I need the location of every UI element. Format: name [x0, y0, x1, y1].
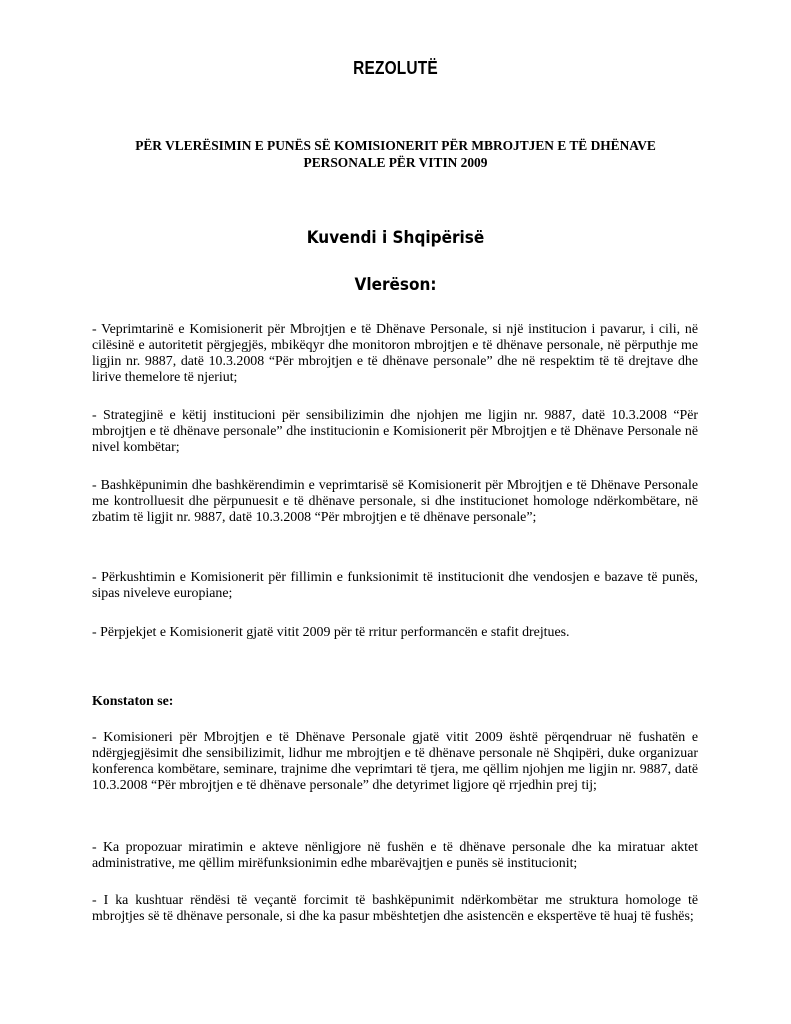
evaluates-paragraph: - Përpjekjet e Komisionerit gjatë vitit 2009 për të rritur performancën e stafit drejtues. [92, 625, 570, 640]
evaluates-heading: Vlerëson: [354, 275, 437, 295]
evaluates-paragraph: - Bashkëpunimin dhe bashkërendimin e veprimtarisë së Komisionerit për Mbrojtjen e të Dhënave Personale me kontrolluesit dhe përpunuesit e të dhënave personale, si dhe institucionet homologe ndërkombëtare, në zbatim të ligjit nr. 9887, datë 10.3.2008 “Për mbrojtjen e të dhënave personale”; [92, 478, 698, 525]
notes-paragraph: - Komisioneri për Mbrojtjen e të Dhënave Personale gjatë vitit 2009 është përqendruar në fushatën e ndërgjegjësimit dhe sensibilizimit, lidhur me mbrojtjen e të dhënave personale në Shqipëri, duke organizuar konferenca kombëtare, seminare, trajnime dhe veprimtari të tjera, me qëllim njohjen me ligjin nr. 9887, datë 10.3.2008 “Për mbrojtjen e të dhënave personale” dhe detyrimet ligjore që rrjedhin prej tij; [92, 730, 698, 793]
notes-paragraph: - I ka kushtuar rëndësi të veçantë forcimit të bashkëpunimit ndërkombëtar me struktura homologe të mbrojtjes së të dhënave personale, si dhe ka pasur mbështetjen dhe asistencën e ekspertëve të huaj të fushës; [92, 893, 698, 924]
evaluates-paragraph: - Strategjinë e këtij institucioni për sensibilizimin dhe njohjen me ligjin nr. 9887, datë 10.3.2008 “Për mbrojtjen e të dhënave personale” dhe institucionin e Komisionerit për Mbrojtjen e të Dhënave Personale në nivel kombëtar; [92, 408, 698, 455]
assembly-heading: Kuvendi i Shqipërisë [306, 228, 485, 248]
document-title: REZOLUTË [353, 58, 438, 78]
document-subtitle: PËR VLERËSIMIN E PUNËS SË KOMISIONERIT PËR MBROJTJEN E TË DHËNAVE PERSONALE PËR VITIN 2009 [135, 138, 656, 170]
evaluates-paragraph: - Përkushtimin e Komisionerit për fillimin e funksionimit të institucionit dhe vendosjen e bazave të punës, sipas niveleve europiane; [92, 570, 698, 601]
notes-paragraph: - Ka propozuar miratimin e akteve nënligjore në fushën e të dhënave personale dhe ka miratuar aktet administrative, me qëllim mirëfunksionimin edhe mbarëvajtjen e punës së institucionit; [92, 840, 698, 871]
notes-heading: Konstaton se: [92, 694, 174, 709]
evaluates-paragraph: - Veprimtarinë e Komisionerit për Mbrojtjen e të Dhënave Personale, si një institucion i pavarur, i cili, në cilësinë e autoritetit përgjegjës, mbikëqyr dhe monitoron mbrojtjen e të dhënave personale, në përputhje me ligjin nr. 9887, datë 10.3.2008 “Për mbrojtjen e të dhënave personale” dhe në respektim të të drejtave dhe lirive themelore të njeriut; [92, 322, 698, 385]
